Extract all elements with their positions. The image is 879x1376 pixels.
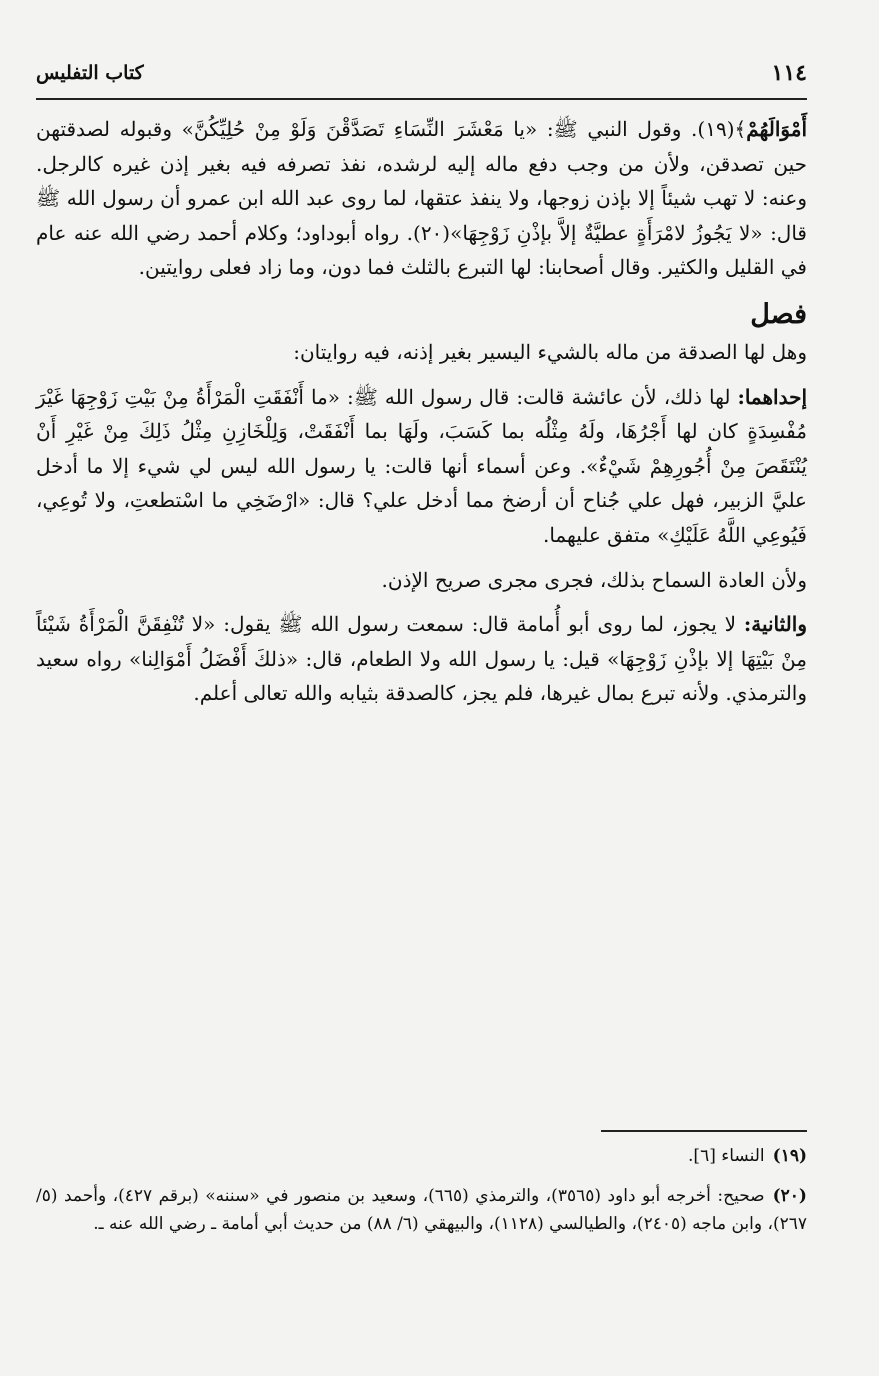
- footnote-number: (١٩): [772, 1146, 807, 1166]
- paragraph-1: [36, 112, 807, 285]
- footnote-text: النساء [٦].: [688, 1146, 765, 1166]
- running-title: كتاب التفليس: [36, 62, 144, 84]
- paragraph-3-text: لها ذلك، لأن عائشة قالت: قال رسول الله ﷺ: «ما أَنْفَقَتِ الْمَرْأَةُ مِنْ بَيْتِ زَوْجِهَا غَيْرَ مُفْسِدَةٍ كان لها أَجْرُهَا، ولَهُ مِثْلُه بما كَسَبَ، ولَهَا بما أَنْفَقَتْ، وَلِلْخَازِنِ مِثْلُ ذَلِكَ مِنْ غَيْرِ أَنْ يُنْتَقَصَ مِنْ أُجُورِهِمْ شَيْءٌ». وعن أسماء أنها قالت: يا رسول الله ليس لي شيء إلا ما أدخل عليَّ الزبير، فهل علي جُناح أن أرضخ مما أدخل علي؟ قال: «ارْضَخِي ما اسْتطعتِ، ولا تُوعِي، فَيُوعِي اللَّهُ عَلَيْكِ» متفق عليهما.: [36, 384, 807, 547]
- page-header: [36, 56, 807, 100]
- main-text: [36, 112, 807, 711]
- paragraph-4: ولأن العادة السماح بذلك، فجرى مجرى صريح الإذن.: [381, 567, 807, 592]
- footnote-separator: [601, 1130, 807, 1132]
- paragraph-5-text: لا يجوز، لما روى أبو أُمامة قال: سمعت رسول الله ﷺ يقول: «لا تُنْفِقَنَّ الْمَرْأَةُ شَيْئاً مِنْ بَيْتِهَا إلا بإذْنِ زَوْجِهَا» قيل: يا رسول الله ولا الطعام، قال: «ذلكَ أَفْضَلُ أَمْوَالِنا» رواه سعيد والترمذي. ولأنه تبرع بمال غيرها، فلم يجز، كالصدقة بثيابه والله تعالى أعلم.: [36, 612, 807, 706]
- paragraph-2: وهل لها الصدقة من ماله بالشيء اليسير بغير إذنه، فيه روايتان:: [293, 339, 807, 364]
- page-number: ١١٤: [771, 60, 807, 86]
- paragraph-3: [36, 380, 807, 553]
- footnote-19: [36, 1142, 807, 1170]
- quran-citation: أَمْوَالَهُمْ: [746, 117, 807, 141]
- section-heading: فصل: [750, 298, 807, 330]
- paragraph-5: [36, 607, 807, 711]
- opinion-one-label: إحداهما:: [737, 384, 807, 409]
- footnote-text: صحيح: أخرجه أبو داود (٣٥٦٥)، والترمذي (٦٦٥)، وسعيد بن منصور في «سننه» (برقم ٤٢٧)، وأحمد (٥/ ٢٦٧)، وابن ماجه (٢٤٠٥)، والطيالسي (١١٢٨)، والبيهقي (٦/ ٨٨) من حديث أبي أمامة ـ رضي الله عنه ـ.: [36, 1186, 807, 1234]
- footnotes: [36, 1142, 807, 1250]
- footnote-20: [36, 1182, 807, 1238]
- paragraph-1-text: ﴾(١٩). وقول النبي ﷺ: «يا مَعْشَرَ النِّسَاءِ تَصَدَّقْنَ وَلَوْ مِنْ حُلِيِّكُنَّ» وقبوله لصدقتهن حين تصدقن، ولأن من وجب دفع ماله إليه لرشده، نفذ تصرفه فيه بغير إذن غيره كالرجل. وعنه: لا تهب شيئاً إلا بإذن زوجها، ولا ينفذ عتقها، لما روى عبد الله ابن عمرو أن رسول الله ﷺ قال: «لا يَجُوزُ لامْرَأَةٍ عطيَّةٌ إلاَّ بإذْنِ زَوْجِهَا»(٢٠). رواه أبوداود؛ وكلام أحمد رضي الله عنه عام في القليل والكثير. وقال أصحابنا: لها التبرع بالثلث فما دون، وما زاد فعلى روايتين.: [36, 117, 807, 280]
- opinion-two-label: والثانية:: [743, 612, 807, 637]
- footnote-number: (٢٠): [772, 1186, 807, 1206]
